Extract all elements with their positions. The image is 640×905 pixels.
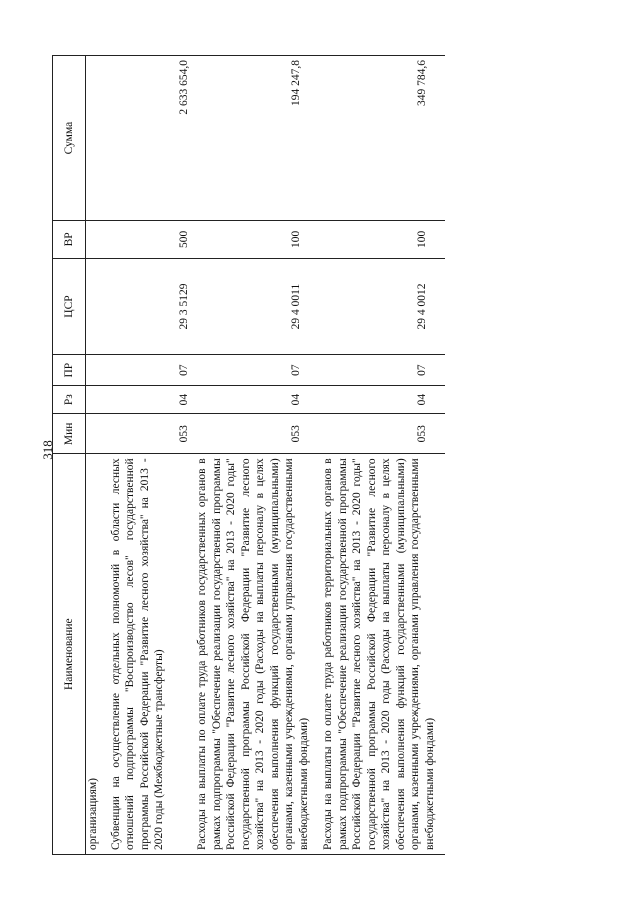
row-name: Расходы на выплаты по оплате труда работников государственных органов в рамках подпрограммы "Обеспечение реализации государственной программы Российской Федерации "Развитие лесного хозяйства" на 2013 - 2020 годы" государственной программы Российской Федерации "Развитие лесного хозяйства" на 2013 - 2020 годы (Расходы на выплаты персоналу в целях обеспечения выполнения функций государственными (муниципальными) органами, казенными учреждениями, органами управления государственными внебюджетными фондами): [193, 454, 319, 855]
table-row: [193, 56, 319, 855]
header-rz: Рз: [53, 385, 86, 413]
header-min: Мин: [53, 414, 86, 454]
header-name: Наименование: [53, 454, 86, 855]
row-pr: 07: [319, 355, 445, 386]
table-header-row: [53, 56, 86, 855]
row-sum: 2 633 654,0: [107, 56, 194, 221]
table-row: [107, 56, 194, 855]
budget-table: [52, 55, 445, 855]
continuation-text: организациям): [86, 454, 107, 855]
row-min: 053: [107, 414, 194, 454]
row-rz: 04: [107, 385, 194, 413]
row-sum: 349 784,6: [319, 56, 445, 221]
table-row-continuation: [86, 56, 107, 855]
row-name: Субвенции на осуществление отдельных полномочий в области лесных отношений подпрограммы "Воспроизводство лесов" государственной программы Российской Федерации "Развитие лесного хозяйства" на 2013 - 2020 годы (Межбюджетные трансферты): [107, 454, 194, 855]
row-csr: 29 4 0012: [319, 258, 445, 355]
header-csr: ЦСР: [53, 258, 86, 355]
row-sum: 194 247,8: [193, 56, 319, 221]
row-min: 053: [193, 414, 319, 454]
header-pr: ПР: [53, 355, 86, 386]
table-row: [319, 56, 445, 855]
row-min: 053: [319, 414, 445, 454]
header-sum: Сумма: [53, 56, 86, 221]
row-rz: 04: [319, 385, 445, 413]
header-vr: ВР: [53, 221, 86, 259]
page-number: 318: [40, 440, 55, 460]
row-rz: 04: [193, 385, 319, 413]
budget-table-container: [52, 55, 612, 855]
row-pr: 07: [107, 355, 194, 386]
row-pr: 07: [193, 355, 319, 386]
row-vr: 500: [107, 221, 194, 259]
row-vr: 100: [193, 221, 319, 259]
row-name: Расходы на выплаты по оплате труда работников территориальных органов в рамках подпрограммы "Обеспечение реализации государственной программы Российской Федерации "Развитие лесного хозяйства" на 2013 - 2020 годы" государственной программы Российской Федерации "Развитие лесного хозяйства" на 2013 - 2020 годы (Расходы на выплаты персоналу в целях обеспечения выполнения функций государственными (муниципальными) органами, казенными учреждениями, органами управления государственными внебюджетными фондами): [319, 454, 445, 855]
row-vr: 100: [319, 221, 445, 259]
row-csr: 29 3 5129: [107, 258, 194, 355]
row-csr: 29 4 0011: [193, 258, 319, 355]
